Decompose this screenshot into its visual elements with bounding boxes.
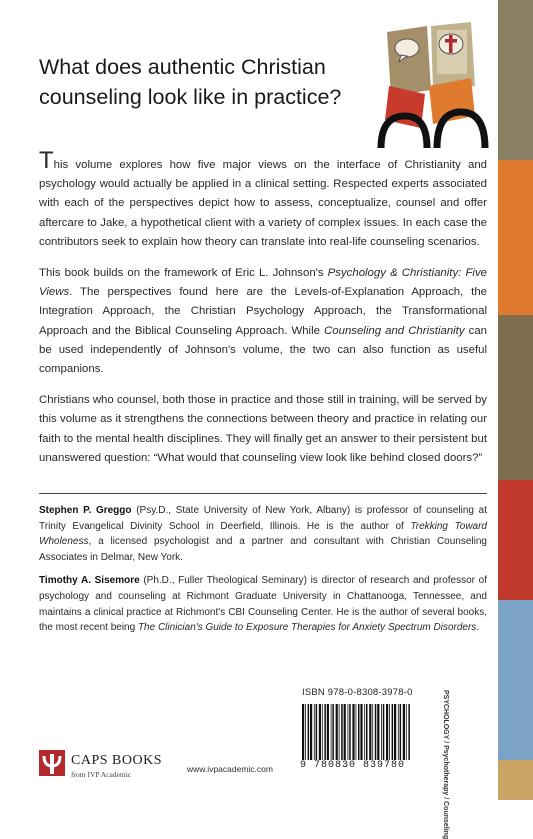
barcode-bar <box>377 704 379 760</box>
bio-greggo: Stephen P. Greggo (Psy.D., State University of New York, Albany) is professor of counseling at Trinity Evangelical Divinity School in Deerfield, Illinois. He is the author of Trekking Toward Wholeness, a licensed psychologist and a partner and consultant with Christian Counseling Associates in Delmar, New York. <box>39 505 487 563</box>
barcode-bar <box>305 704 306 760</box>
barcode-bar <box>349 704 351 760</box>
barcode-bar <box>381 704 382 760</box>
bio-sisemore: Timothy A. Sisemore (Ph.D., Fuller Theological Seminary) is director of research and professor of psychology and counseling at Richmont Graduate University in Chattanooga, Tennessee, and maintains a clinical practice at Richmont's CBI Counseling Center. He is the author of several books, the most recent being The Clinician's Guide to Exposure Therapies for Anxiety Spectrum Disorders. <box>39 575 488 634</box>
barcode <box>300 704 412 760</box>
barcode-bar <box>331 704 332 760</box>
barcode-bar <box>406 704 407 760</box>
color-stripes <box>498 0 533 800</box>
color-stripe <box>498 760 533 800</box>
barcode-bar <box>369 704 371 760</box>
barcode-bar <box>308 704 310 760</box>
drop-cap: T <box>39 147 54 174</box>
barcode-bar <box>314 704 315 760</box>
barcode-bar <box>398 704 399 760</box>
barcode-bar <box>316 704 318 760</box>
barcode-bar <box>341 704 343 760</box>
barcode-bar <box>392 704 394 760</box>
author-bios <box>39 503 487 644</box>
barcode-bar <box>394 704 396 760</box>
caps-logo-icon <box>39 748 67 782</box>
color-stripe <box>498 600 533 760</box>
paragraph-framework: This book builds on the framework of Eric L. Johnson's Psychology & Christianity: Five Views. The perspectives found here are the Levels-of-Explanation Approach, the Integration Approach, the Christian Psychology Approach, the Transformational Approach and the Biblical Counseling Approach. While Counseling and Christianity can be used independently of Johnson's volume, the two can also function as useful companions. <box>39 267 487 376</box>
publisher-name: CAPS BOOKS <box>71 753 162 768</box>
barcode-bar <box>364 704 365 760</box>
barcode-bar <box>366 704 368 760</box>
barcode-bar <box>360 704 362 760</box>
barcode-bar <box>358 704 360 760</box>
barcode-bar <box>389 704 390 760</box>
counseling-illustration <box>375 20 495 150</box>
barcode-bar <box>302 704 304 760</box>
publisher-sub: from IVP Academic <box>71 770 132 779</box>
barcode-bar <box>386 704 388 760</box>
headline: What does authentic Christian counseling look like in practice? <box>39 55 342 109</box>
barcode-bar <box>336 704 338 760</box>
color-stripe <box>498 315 533 480</box>
speech-bubble-icon <box>395 39 419 57</box>
paragraph-intro: This volume explores how five major views on the interface of Christianity and psychology would actually be applied in a clinical setting. Respected experts associated with each of the perspectives depict how to assess, conceptualize, counsel and offer aftercare to Jake, a hypothetical client with a variety of complex issues. In each case the contributors seek to explain how theory can translate into real-life counseling scenarios. <box>39 147 487 248</box>
barcode-bar <box>339 704 340 760</box>
barcode-bar <box>408 704 410 760</box>
publisher-url[interactable]: www.ivpacademic.com <box>187 764 273 774</box>
barcode-bar <box>400 704 402 760</box>
isbn: ISBN 978-0-8308-3978-0 <box>302 687 413 698</box>
category-label: PSYCHOLOGY / Psychotherapy / Counseling <box>442 690 449 839</box>
barcode-bar <box>356 704 357 760</box>
barcode-bar <box>327 704 329 760</box>
barcode-bar <box>375 704 377 760</box>
publisher-logo <box>39 748 199 782</box>
barcode-bar <box>344 704 346 760</box>
barcode-bar <box>383 704 385 760</box>
barcode-number: 9 780830 839780 <box>300 760 406 771</box>
barcode-bar <box>322 704 323 760</box>
barcode-bar <box>348 704 349 760</box>
color-stripe <box>498 0 533 160</box>
barcode-bar <box>310 704 312 760</box>
barcode-bar <box>403 704 405 760</box>
color-stripe <box>498 480 533 600</box>
color-stripe <box>498 160 533 315</box>
barcode-bar <box>372 704 373 760</box>
book-left-page <box>387 26 431 96</box>
barcode-bar <box>324 704 326 760</box>
description <box>39 147 487 480</box>
barcode-bar <box>332 704 334 760</box>
barcode-bar <box>352 704 354 760</box>
barcode-bar <box>319 704 321 760</box>
paragraph-audience: Christians who counsel, both those in practice and those still in training, will be served by this volume as it strengthens the connections between theory and practice in relating our faith to the mental health disciplines. They will finally get an answer to their persistent but unanswered question: “What would that counseling view look like behind closed doors?” <box>39 394 487 464</box>
divider <box>39 493 487 494</box>
